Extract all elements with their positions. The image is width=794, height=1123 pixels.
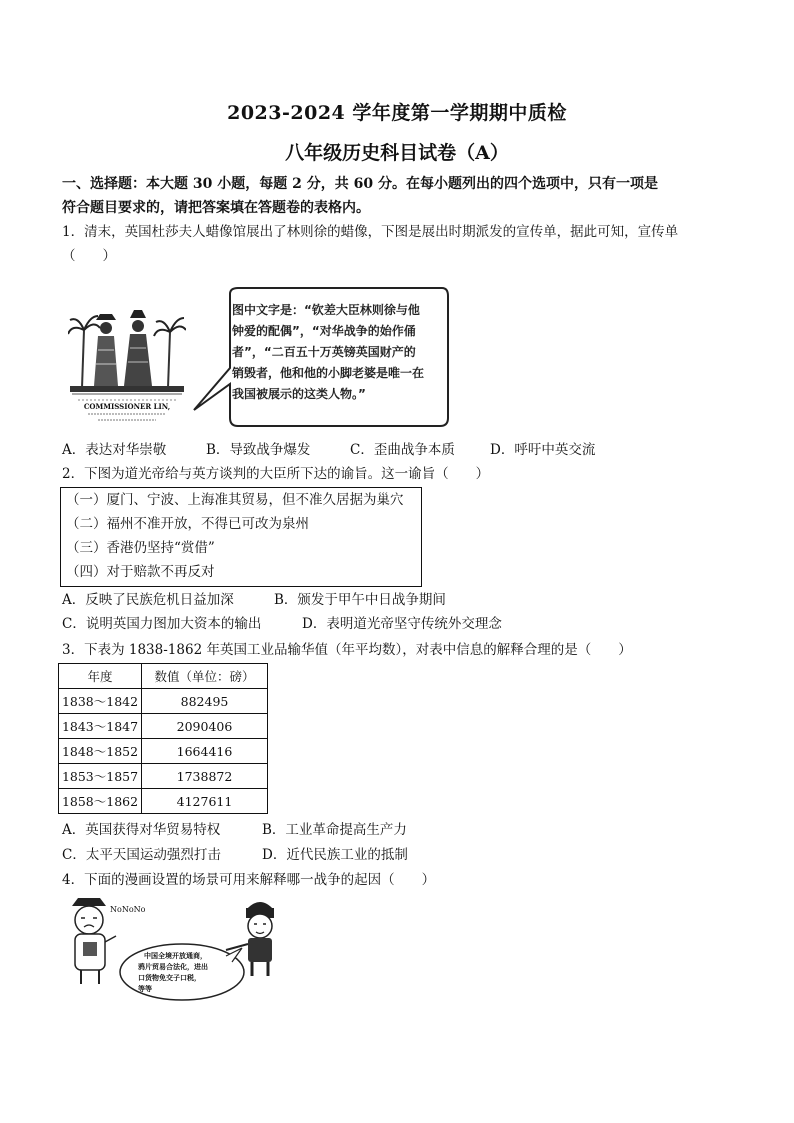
- table-row: [59, 764, 268, 789]
- cartoon-speech-line: 鸦片贸易合法化，进出: [138, 963, 208, 971]
- table-cell-year: 1838～1842: [59, 689, 142, 714]
- edict-line: （三）香港仍坚持“赏借”: [66, 540, 215, 556]
- table-cell-value: 1738872: [142, 764, 268, 789]
- q2-option-d[interactable]: D．表明道光帝坚守传统外交理念: [302, 616, 502, 632]
- q1-option-c[interactable]: C．歪曲战争本质: [350, 442, 455, 458]
- cartoon-image: [66, 896, 306, 1008]
- export-value-table: [58, 663, 268, 814]
- cartoon-speech-line: 等等: [138, 985, 152, 993]
- table-row: [59, 689, 268, 714]
- exam-subtitle: 八年级历史科目试卷（A）: [285, 142, 509, 164]
- engraving-caption: COMMISSIONER LIN,: [83, 402, 171, 411]
- q2-option-b[interactable]: B．颁发于甲午中日战争期间: [274, 592, 446, 608]
- q3-stem: 3．下表为 1838-1862 年英国工业品输华值（年平均数），对表中信息的解释合理的是（ ）: [62, 642, 632, 658]
- edict-line: （四）对于赔款不再反对: [66, 564, 215, 580]
- cartoon-speech-line: 中国全境开放通商，: [144, 952, 207, 960]
- table-cell-year: 1853～1857: [59, 764, 142, 789]
- table-cell-value: 2090406: [142, 714, 268, 739]
- table-row: [59, 789, 268, 814]
- table-header-row: [59, 664, 268, 689]
- q2-option-a[interactable]: A．反映了民族危机日益加深: [62, 592, 234, 608]
- bubble-line: 我国被展示的这类人物。”: [232, 387, 366, 401]
- bubble-line: 销毁者，他和他的小脚老婆是唯一在: [232, 366, 425, 380]
- table-cell-year: 1858～1862: [59, 789, 142, 814]
- q1-option-a[interactable]: A．表达对华崇敬: [62, 442, 167, 458]
- table-header-value: 数值（单位：磅）: [142, 664, 268, 689]
- instructions-line-1: 一、选择题：本大题 30 小题，每题 2 分，共 60 分。在每小题列出的四个选项中，只有一项是: [62, 176, 658, 192]
- q1-option-d[interactable]: D．呼吁中英交流: [490, 442, 596, 458]
- edict-line: （二）福州不准开放，不得已可改为泉州: [66, 516, 309, 532]
- cartoon-speech-line: 口货物免交子口税，: [138, 974, 201, 982]
- exam-title: 2023-2024 学年度第一学期期中质检: [227, 102, 567, 124]
- cartoon-shout: NoNoNo: [110, 905, 146, 914]
- table-row: [59, 714, 268, 739]
- table-header-year: 年度: [59, 664, 142, 689]
- section-instructions: [62, 172, 742, 220]
- bubble-line: 者”，“二百五十万英镑英国财产的: [232, 345, 416, 359]
- table-row: [59, 739, 268, 764]
- table-cell-year: 1848～1852: [59, 739, 142, 764]
- q1-stem-line-2: （ ）: [62, 248, 116, 264]
- edict-line: （一）厦门、宁波、上海准其贸易，但不准久居据为巢穴: [66, 492, 404, 508]
- q3-option-c[interactable]: C．太平天国运动强烈打击: [62, 847, 221, 863]
- q2-stem: 2．下图为道光帝给与英方谈判的大臣所下达的谕旨。这一谕旨（ ）: [62, 466, 490, 482]
- q1-option-b[interactable]: B．导致战争爆发: [206, 442, 311, 458]
- q3-option-b[interactable]: B．工业革命提高生产力: [262, 822, 407, 838]
- q4-stem: 4．下面的漫画设置的场景可用来解释哪一战争的起因（ ）: [62, 872, 436, 888]
- q3-option-a[interactable]: A．英国获得对华贸易特权: [62, 822, 221, 838]
- speech-bubble-text: [232, 300, 438, 405]
- table-cell-value: 882495: [142, 689, 268, 714]
- q3-option-d[interactable]: D．近代民族工业的抵制: [262, 847, 408, 863]
- bubble-line: 图中文字是：“钦差大臣林则徐与他: [232, 303, 420, 317]
- q2-option-c[interactable]: C．说明英国力图加大资本的输出: [62, 616, 262, 632]
- bubble-line: 钟爱的配偶”，“对华战争的始作俑: [232, 324, 416, 338]
- instructions-line-2: 符合题目要求的，请把答案填在答题卷的表格内。: [62, 200, 370, 216]
- table-cell-year: 1843～1847: [59, 714, 142, 739]
- lin-zexu-engraving-image: [68, 290, 186, 428]
- table-cell-value: 4127611: [142, 789, 268, 814]
- q1-stem-line-1: 1．清末，英国杜莎夫人蜡像馆展出了林则徐的蜡像，下图是展出时期派发的宣传单，据此可知，宣传单: [62, 224, 679, 240]
- table-cell-value: 1664416: [142, 739, 268, 764]
